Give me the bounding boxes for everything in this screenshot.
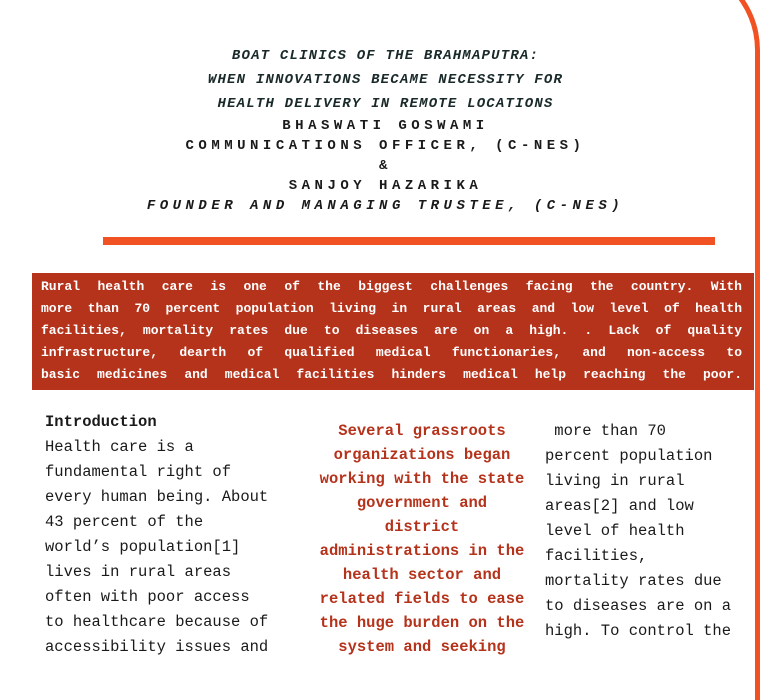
section-heading-introduction: Introduction <box>45 413 157 431</box>
abstract-box <box>32 273 754 390</box>
right-line: to diseases are on a <box>545 597 732 615</box>
left-column <box>45 410 300 660</box>
left-line: 43 percent of the <box>45 513 204 531</box>
author-1-role: COMMUNICATIONS OFFICER, (C-NES) <box>185 138 586 154</box>
author-2-name: SANJOY HAZARIKA <box>288 178 483 194</box>
left-line: Health care is a <box>45 438 194 456</box>
right-line: facilities, <box>545 547 648 565</box>
left-line: every human being. About <box>45 488 269 506</box>
pull-quote-line: district <box>384 518 460 536</box>
abstract-line-1: Rural health care is one of the biggest challenges facing the country. With <box>41 279 742 294</box>
title-line-3: HEALTH DELIVERY IN REMOTE LOCATIONS <box>217 96 554 112</box>
pull-quote-line: government and <box>356 494 488 512</box>
right-line: living in rural <box>545 472 685 490</box>
title-line-2: WHEN INNOVATIONS BECAME NECESSITY FOR <box>207 72 564 88</box>
pull-quote-line: Several grassroots <box>338 422 506 440</box>
title-line-1: BOAT CLINICS OF THE BRAHMAPUTRA: <box>231 48 540 64</box>
pull-quote-line: health sector and <box>342 566 502 584</box>
abstract-line-4: infrastructure, dearth of qualified medical functionaries, and non-access to <box>41 345 742 360</box>
pull-quote-line: related fields to ease <box>319 590 525 608</box>
right-line: more than 70 <box>545 422 666 440</box>
author-1-name: BHASWATI GOSWAMI <box>282 118 489 134</box>
pull-quote-line: working with the state <box>319 470 525 488</box>
left-line: lives in rural areas <box>45 563 232 581</box>
left-line: fundamental right of <box>45 463 232 481</box>
abstract-line-5: basic medicines and medical facilities hinders medical help reaching the poor. <box>41 367 742 382</box>
left-line: often with poor access <box>45 588 250 606</box>
title-divider <box>103 237 715 245</box>
pull-quote-line: the huge burden on the <box>319 614 525 632</box>
pull-quote-line: administrations in the <box>319 542 525 560</box>
abstract-line-3: facilities, mortality rates due to diseases are on a high. . Lack of quality <box>41 323 742 338</box>
right-line: level of health <box>545 522 685 540</box>
abstract-line-2: more than 70 percent population living in rural areas and low level of health <box>41 301 742 316</box>
author-joiner: & <box>379 158 392 174</box>
left-line: accessibility issues and <box>45 638 269 656</box>
pull-quote <box>304 419 540 659</box>
right-line: mortality rates due <box>545 572 722 590</box>
right-line: percent population <box>545 447 713 465</box>
right-line: areas[2] and low <box>545 497 694 515</box>
right-line: high. To control the <box>545 622 732 640</box>
right-column <box>545 419 765 644</box>
author-2-role: FOUNDER AND MANAGING TRUSTEE, (C-NES) <box>146 198 625 214</box>
left-line: to healthcare because of <box>45 613 269 631</box>
left-line: world’s population[1] <box>45 538 241 556</box>
pull-quote-line: organizations began <box>333 446 511 464</box>
pull-quote-line: system and seeking <box>338 638 506 656</box>
title-block <box>0 44 771 216</box>
